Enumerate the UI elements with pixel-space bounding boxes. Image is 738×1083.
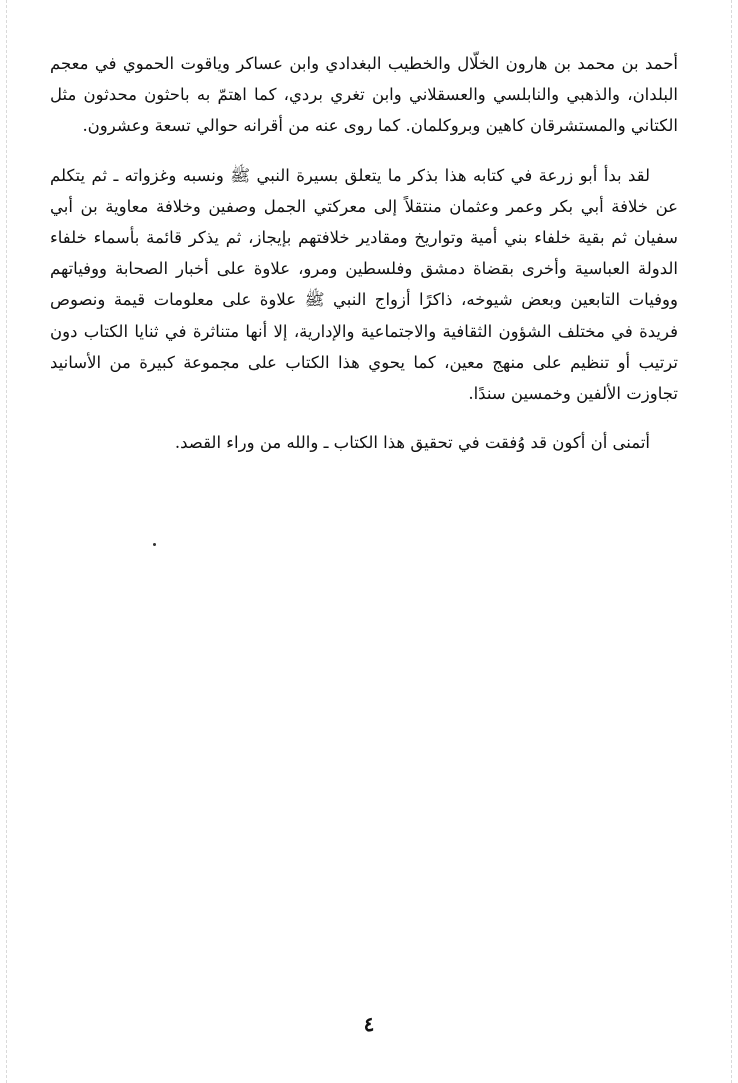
paragraph-2: لقد بدأ أبو زرعة في كتابه هذا بذكر ما يتعلق بسيرة النبي ﷺ ونسبه وغزواته ـ ثم يتكلم عن خلافة أبي بكر وعمر وعثمان منتقلاً إلى معركتي الجمل وصفين وخلافة معاوية بن أبي سفيان ثم بقية خلفاء بني أمية وتواريخ ومقادير خلافتهم بإيجاز، ثم يذكر قائمة بأسماء خلفاء الدولة العباسية وأخرى بقضاة دمشق وفلسطين ومرو، علاوة على أخبار الصحابة ووفياتهم ووفيات التابعين وبعض شيوخه، ذاكرًا أزواج النبي ﷺ علاوة على معلومات قيمة ونصوص فريدة في مختلف الشؤون الثقافية والاجتماعية والإدارية، إلا أنها متناثرة في ثنايا الكتاب دون ترتيب أو تنظيم على منهج معين، كما يحوي هذا الكتاب على مجموعة كبيرة من الأسانيد تجاوزت الألفين وخمسين سندًا.: [50, 165, 678, 404]
paragraph-3: أتمنى أن أكون قد وُفقت في تحقيق هذا الكتاب ـ والله من وراء القصد.: [174, 433, 650, 453]
paragraph-1: أحمد بن محمد بن هارون الخلّال والخطيب البغدادي وابن عساكر وياقوت الحموي في معجم البلدان، والذهبي والنابلسي والعسقلاني وابن تغري بردي، كما اهتمّ به باحثون محدثون مثل الكتاني والمستشرقان كاهين وبروكلمان. كما روى عنه من أقرانه حوالي تسعة وعشرون.: [50, 54, 678, 136]
page-body: [50, 48, 678, 458]
scan-speck: [153, 543, 156, 546]
scan-edge-left: [6, 0, 7, 1083]
page-number: ٤: [363, 1012, 375, 1036]
scan-edge-right: [731, 0, 732, 1083]
